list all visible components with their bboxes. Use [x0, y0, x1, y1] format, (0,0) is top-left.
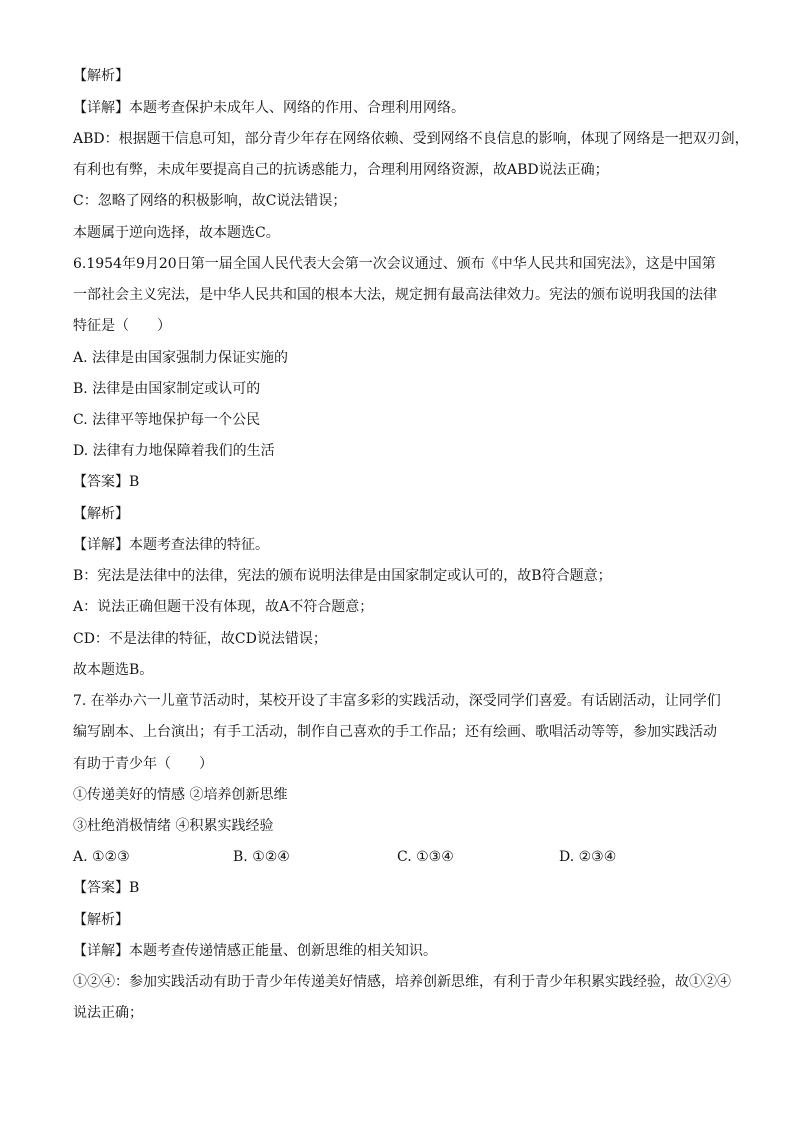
question-7-stem: 7. 在举办六一儿童节活动时，某校开设了丰富多彩的实践活动，深受同学们喜爱。有话剧活动，让同学们 — [73, 693, 721, 709]
question-7-stem: 有助于青少年（ ） — [73, 756, 213, 772]
explanation-text: B：宪法是法律中的法律，宪法的颁布说明法律是由国家制定或认可的，故B符合题意； — [73, 568, 612, 584]
option-c: C. ①③④ — [397, 849, 454, 865]
question-6-stem: 一部社会主义宪法，是中华人民共和国的根本大法，规定拥有最高法律效力。宪法的颁布说明我国的法律 — [73, 287, 717, 303]
explanation-text: 有利也有弊，未成年要提高自己的抗诱惑能力，合理利用网络资源，故ABD说法正确； — [73, 162, 609, 178]
question-7-statements: ①传递美好的情感 ②培养创新思维 — [73, 787, 288, 803]
option-b: B. 法律是由国家制定或认可的 — [73, 381, 261, 397]
question-7-stem: 编写剧本、上台演出；有手工活动，制作自己喜欢的手工作品；还有绘画、歌唱活动等等，参加实践活动 — [73, 724, 717, 740]
explanation-text: 说法正确； — [73, 1005, 143, 1021]
explanation-text: ①②④：参加实践活动有助于青少年传递美好情感，培养创新思维，有利于青少年积累实践经验，故①②④ — [73, 974, 731, 990]
option-d: D. 法律有力地保障着我们的生活 — [73, 443, 275, 459]
analysis-heading: 【解析】 — [73, 912, 129, 928]
answer-label: 【答案】B — [73, 474, 140, 490]
option-c: C. 法律平等地保护每一个公民 — [73, 412, 261, 428]
explanation-text: A：说法正确但题干没有体现，故A不符合题意； — [73, 599, 374, 615]
explanation-text: 故本题选B。 — [73, 662, 154, 678]
explanation-text: C：忽略了网络的积极影响，故C说法错误； — [73, 193, 347, 209]
analysis-heading: 【解析】 — [73, 68, 129, 84]
explanation-text: CD：不是法律的特征，故CD说法错误； — [73, 631, 327, 647]
explanation-text: ABD：根据题干信息可知，部分青少年存在网络依赖、受到网络不良信息的影响，体现了网络是一把双刃剑， — [73, 131, 749, 147]
question-6-stem: 6.1954年9月20日第一届全国人民代表大会第一次会议通过、颁布《中华人民共和国宪法》，这是中国第 — [73, 256, 716, 272]
answer-label: 【答案】B — [73, 880, 140, 896]
option-a: A. 法律是由国家强制力保证实施的 — [73, 350, 289, 366]
question-6-stem: 特征是（ ） — [73, 318, 171, 334]
analysis-heading: 【解析】 — [73, 506, 129, 522]
option-a: A. ①②③ — [73, 849, 130, 865]
explanation-text: 【详解】本题考查保护未成年人、网络的作用、合理利用网络。 — [73, 100, 465, 116]
explanation-text: 【详解】本题考查法律的特征。 — [73, 537, 269, 553]
explanation-text: 【详解】本题考查传递情感正能量、创新思维的相关知识。 — [73, 943, 437, 959]
explanation-text: 本题属于逆向选择，故本题选C。 — [73, 225, 280, 241]
option-d: D. ②③④ — [559, 849, 617, 865]
option-b: B. ①②④ — [233, 849, 290, 865]
question-7-statements: ③杜绝消极情绪 ④积累实践经验 — [73, 818, 274, 834]
